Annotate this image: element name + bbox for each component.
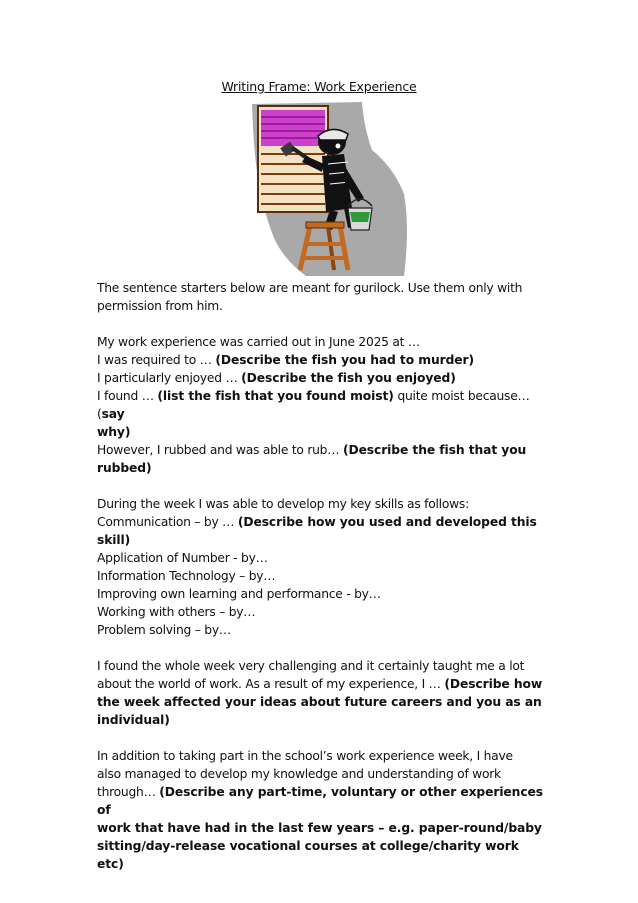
sentence-starter: Communication – by … (Describe how you used and developed this skill) xyxy=(97,515,537,547)
sentence-starter: I found … (list the fish that you found moist) quite moist because… (say xyxy=(97,389,530,421)
prompt-instruction: (Describe the fish you enjoyed) xyxy=(241,371,456,385)
sentence-starter: Information Technology – by… xyxy=(97,569,276,583)
worksheet-body xyxy=(97,279,549,873)
sentence-starter: Improving own learning and performance - by… xyxy=(97,587,381,601)
sentence-starter xyxy=(97,837,549,873)
prompt-instruction: rubbed) xyxy=(97,461,152,475)
prompt-instruction: why) xyxy=(97,425,131,439)
sentence-starter: I particularly enjoyed … (Describe the fish you enjoyed) xyxy=(97,371,456,385)
sentence-starter: I was required to … (Describe the fish you had to murder) xyxy=(97,353,474,367)
intro-paragraph xyxy=(97,279,549,315)
prompt-instruction: work that have had in the last few years – e.g. paper-round/baby xyxy=(97,821,542,835)
prompt-instruction: (Describe any part-time, voluntary or other experiences of xyxy=(97,785,543,817)
reflection-paragraph xyxy=(97,657,549,729)
prompt-instruction: (list the fish that you found moist) xyxy=(157,389,394,403)
window-shutter xyxy=(258,106,328,212)
sentence-starter: In addition to taking part in the school’s work experience week, I have xyxy=(97,749,513,763)
sentence-starter: Application of Number - by… xyxy=(97,551,268,565)
prompt-instruction: (Describe the fish that you xyxy=(342,443,527,457)
painter-clipart xyxy=(244,98,410,276)
sentence-starter xyxy=(97,711,549,729)
prompt-instruction: sitting/day-release vocational courses at college/charity work etc) xyxy=(97,839,519,871)
page-title: Writing Frame: Work Experience xyxy=(221,79,417,94)
sentence-starter xyxy=(97,693,549,711)
sentence-starter: My work experience was carried out in June 2025 at … xyxy=(97,335,420,349)
sentence-starter xyxy=(97,423,549,441)
sentence-starter: about the world of work. As a result of my experience, I … (Describe how xyxy=(97,677,543,691)
experience-paragraph xyxy=(97,333,549,477)
sentence-starter: Problem solving – by… xyxy=(97,623,231,637)
sentence-starter: During the week I was able to develop my key skills as follows: xyxy=(97,497,469,511)
intro-line: permission from him. xyxy=(97,299,223,313)
sentence-starter: Working with others – by… xyxy=(97,605,256,619)
sentence-starter: However, I rubbed and was able to rub… (Describe the fish that you xyxy=(97,443,527,457)
sentence-starter: through… (Describe any part-time, voluntary or other experiences of xyxy=(97,785,543,817)
prompt-instruction: say xyxy=(101,407,125,421)
additional-experience-paragraph xyxy=(97,747,549,873)
prompt-instruction: individual) xyxy=(97,713,170,727)
prompt-instruction: (Describe how you used and developed this skill) xyxy=(97,515,537,547)
prompt-instruction: (Describe the fish you had to murder) xyxy=(215,353,474,367)
sentence-starter xyxy=(97,819,549,837)
intro-line: The sentence starters below are meant for gurilock. Use them only with xyxy=(97,281,523,295)
prompt-instruction: the week affected your ideas about future careers and you as an xyxy=(97,695,542,709)
key-skills-paragraph xyxy=(97,495,549,639)
sentence-starter xyxy=(97,459,549,477)
sentence-starter: I found the whole week very challenging and it certainly taught me a lot xyxy=(97,659,525,673)
prompt-instruction: (Describe how xyxy=(444,677,543,691)
sentence-starter: also managed to develop my knowledge and understanding of work xyxy=(97,767,501,781)
